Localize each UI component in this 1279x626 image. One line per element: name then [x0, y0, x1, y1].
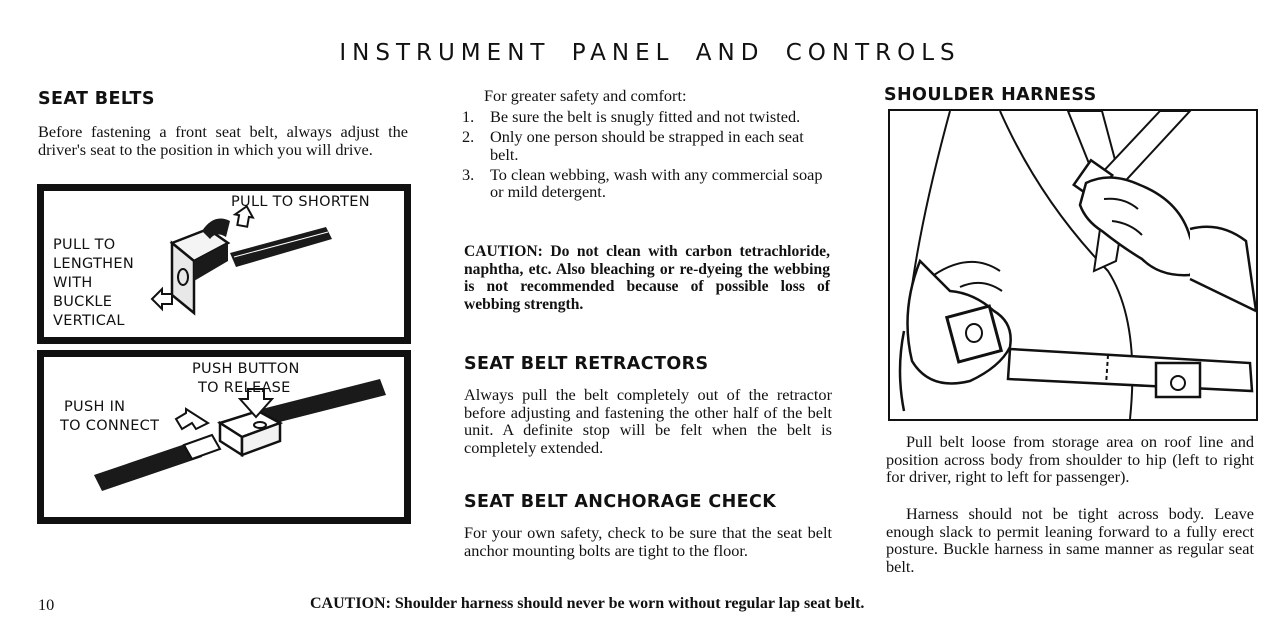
cleaning-caution: CAUTION: Do not clean with carbon tetrachloride, naphtha, etc. Also bleaching or re-dyeing the webbing is not recommended because of possible loss of webbing strength. — [464, 243, 830, 313]
tip-item — [462, 108, 830, 126]
label-pull-to-lengthen — [53, 236, 134, 331]
label-push-in-connect — [60, 398, 160, 436]
label-pull-to-shorten: PULL TO SHORTEN — [231, 194, 370, 210]
belt-connect-figure — [37, 350, 411, 524]
seat-belts-intro: Before fastening a front seat belt, always adjust the driver's seat to the position in which you will drive. — [38, 122, 408, 159]
arrow-connect-icon — [176, 409, 208, 429]
label-push-button-release — [192, 360, 300, 398]
tip-number: 1. — [462, 107, 475, 126]
tip-number: 2. — [462, 127, 475, 146]
page-title: INSTRUMENT PANEL AND CONTROLS — [339, 40, 961, 66]
footer-caution: CAUTION: Shoulder harness should never be worn without regular lap seat belt. — [310, 595, 865, 612]
tip-text: Be sure the belt is snugly fitted and not twisted. — [490, 107, 801, 126]
label-line: PULL TO — [53, 237, 116, 253]
label-line: VERTICAL — [53, 313, 125, 329]
anchorage-heading: SEAT BELT ANCHORAGE CHECK — [464, 492, 777, 512]
label-line: TO CONNECT — [60, 418, 160, 434]
lap-belt — [1008, 349, 1252, 391]
retractors-text: Always pull the belt completely out of the retractor before adjusting and fastening the other half of the belt unit. A definite stop will be felt when the belt is completely extended. — [464, 385, 832, 457]
tip-number: 3. — [462, 164, 475, 184]
tip-text: To clean webbing, wash with any commercial soap or mild detergent. — [490, 164, 823, 201]
tips-intro: For greater safety and comfort: — [484, 86, 687, 105]
label-line: TO RELEASE — [198, 380, 291, 396]
tip-text: Only one person should be strapped in each seat belt. — [490, 127, 804, 164]
tip-item — [462, 166, 830, 201]
arrow-lengthen-icon — [152, 289, 172, 309]
buckle-button-icon — [220, 411, 280, 455]
page-number: 10 — [38, 595, 55, 614]
label-line: PUSH BUTTON — [192, 361, 300, 377]
belt-adjust-figure — [37, 184, 411, 344]
seat-belts-heading: SEAT BELTS — [38, 89, 155, 109]
shoulder-harness-illustration — [890, 111, 1256, 419]
label-line: PUSH IN — [64, 399, 126, 415]
label-line: BUCKLE — [53, 294, 113, 310]
tip-item — [462, 128, 830, 163]
harness-paragraph-2: Harness should not be tight across body. Leave enough slack to permit leaning forward to a fully erect posture. Buckle harness in same manner as regular seat belt. — [886, 504, 1254, 576]
retractors-heading: SEAT BELT RETRACTORS — [464, 354, 709, 374]
buckle-icon — [172, 219, 230, 313]
shoulder-harness-heading: SHOULDER HARNESS — [884, 85, 1097, 105]
latch-plate — [184, 435, 220, 459]
anchorage-text: For your own safety, check to be sure that the seat belt anchor mounting bolts are tight to the floor. — [464, 523, 832, 560]
shoulder-harness-figure — [888, 109, 1258, 421]
belt-webbing — [230, 227, 332, 267]
tips-list — [462, 108, 830, 203]
label-line: WITH — [53, 275, 93, 291]
harness-paragraph-1: Pull belt loose from storage area on roof line and position across body from shoulder to hip (left to right for driver, right to left for passenger). — [886, 432, 1254, 486]
label-line: LENGTHEN — [53, 256, 134, 272]
